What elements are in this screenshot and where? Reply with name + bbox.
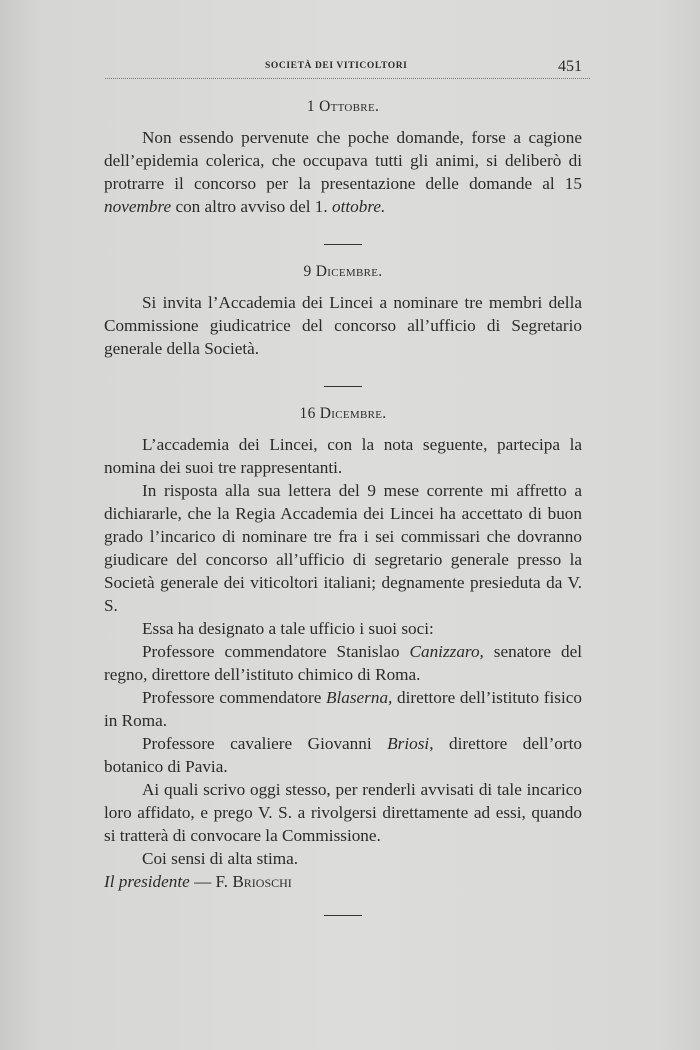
italic-run: novembre xyxy=(104,197,172,216)
signature-separator: — F. xyxy=(189,872,233,891)
paragraph: Essa ha designato a tale ufficio i suoi soci: xyxy=(142,619,434,638)
italic-run: Canizzaro, xyxy=(409,642,484,661)
italic-run: ottobre. xyxy=(332,197,386,216)
date-month: Dicembre. xyxy=(319,405,387,422)
entry-date-dicembre-16 xyxy=(104,403,582,425)
page-header xyxy=(105,58,590,86)
section-divider xyxy=(324,386,362,387)
page-body xyxy=(104,96,582,916)
header-rule xyxy=(105,78,590,79)
italic-run: Briosi, xyxy=(387,734,434,753)
section-divider xyxy=(324,244,362,245)
paragraph: L’accademia dei Lincei, con la nota seguente, partecipa la nomina dei suoi tre rappresentanti. xyxy=(104,435,582,477)
date-number: 9 xyxy=(303,263,316,280)
signature xyxy=(104,870,582,893)
date-number: 1 xyxy=(306,98,320,115)
text-run: con altro avviso del 1. xyxy=(171,197,332,216)
paragraph: Ai quali scrivo oggi stesso, per renderli avvisati di tale incarico loro affidato, e prego V. S. a rivolgersi direttamente ad essi, quando si tratterà di convocare la Commissione. xyxy=(104,780,582,845)
text-run: direttore dell’orto botanico di Pavia. xyxy=(104,734,582,776)
running-title: SOCIETÀ DEI VITICOLTORI xyxy=(265,61,408,71)
entry-date-dicembre-9 xyxy=(104,261,582,283)
text-run: direttore dell’istituto fisico in Roma. xyxy=(104,688,582,730)
paragraph: In risposta alla sua lettera del 9 mese corrente mi affretto a dichiararle, che la Regia Accademia dei Lincei ha accettato di buon grado l’incarico di nominare tre fra i sei commissari che dovranno giudicare del concorso all’ufficio di segretario generale presso la Società generale dei viticoltori italiani; degnamente presieduta da V. S. xyxy=(104,481,582,615)
date-number: 16 xyxy=(299,405,320,422)
paragraph xyxy=(104,686,582,732)
paragraph: Coi sensi di alta stima. xyxy=(142,849,299,868)
paragraph xyxy=(104,126,582,218)
date-month: Dicembre. xyxy=(315,263,383,280)
entry-date-ottobre xyxy=(104,96,582,118)
text-run: Professore commendatore Stanislao xyxy=(142,642,410,661)
italic-run: Blaserna, xyxy=(326,688,393,707)
signature-role: Il presidente xyxy=(104,872,190,891)
page-number: 451 xyxy=(558,58,582,75)
paragraph: Si invita l’Accademia dei Lincei a nominare tre membri della Commissione giudicatrice del concorso all’ufficio di Segretario generale della Società. xyxy=(104,293,582,358)
signature-name: Brioschi xyxy=(232,872,292,891)
text-run: Professore cavaliere Giovanni xyxy=(142,734,388,753)
paragraph xyxy=(104,732,582,778)
paragraph xyxy=(104,640,582,686)
text-run: Non essendo pervenute che poche domande, forse a cagione dell’epidemia colerica, che occupava tutti gli animi, si deliberò di protrarre il concorso per la presentazione delle domande al 15 xyxy=(104,128,582,193)
text-run: senatore del regno, direttore dell’istituto chimico di Roma. xyxy=(104,642,582,684)
date-month: Ottobre. xyxy=(319,98,380,115)
end-divider xyxy=(324,915,362,916)
text-run: Professore commendatore xyxy=(142,688,326,707)
